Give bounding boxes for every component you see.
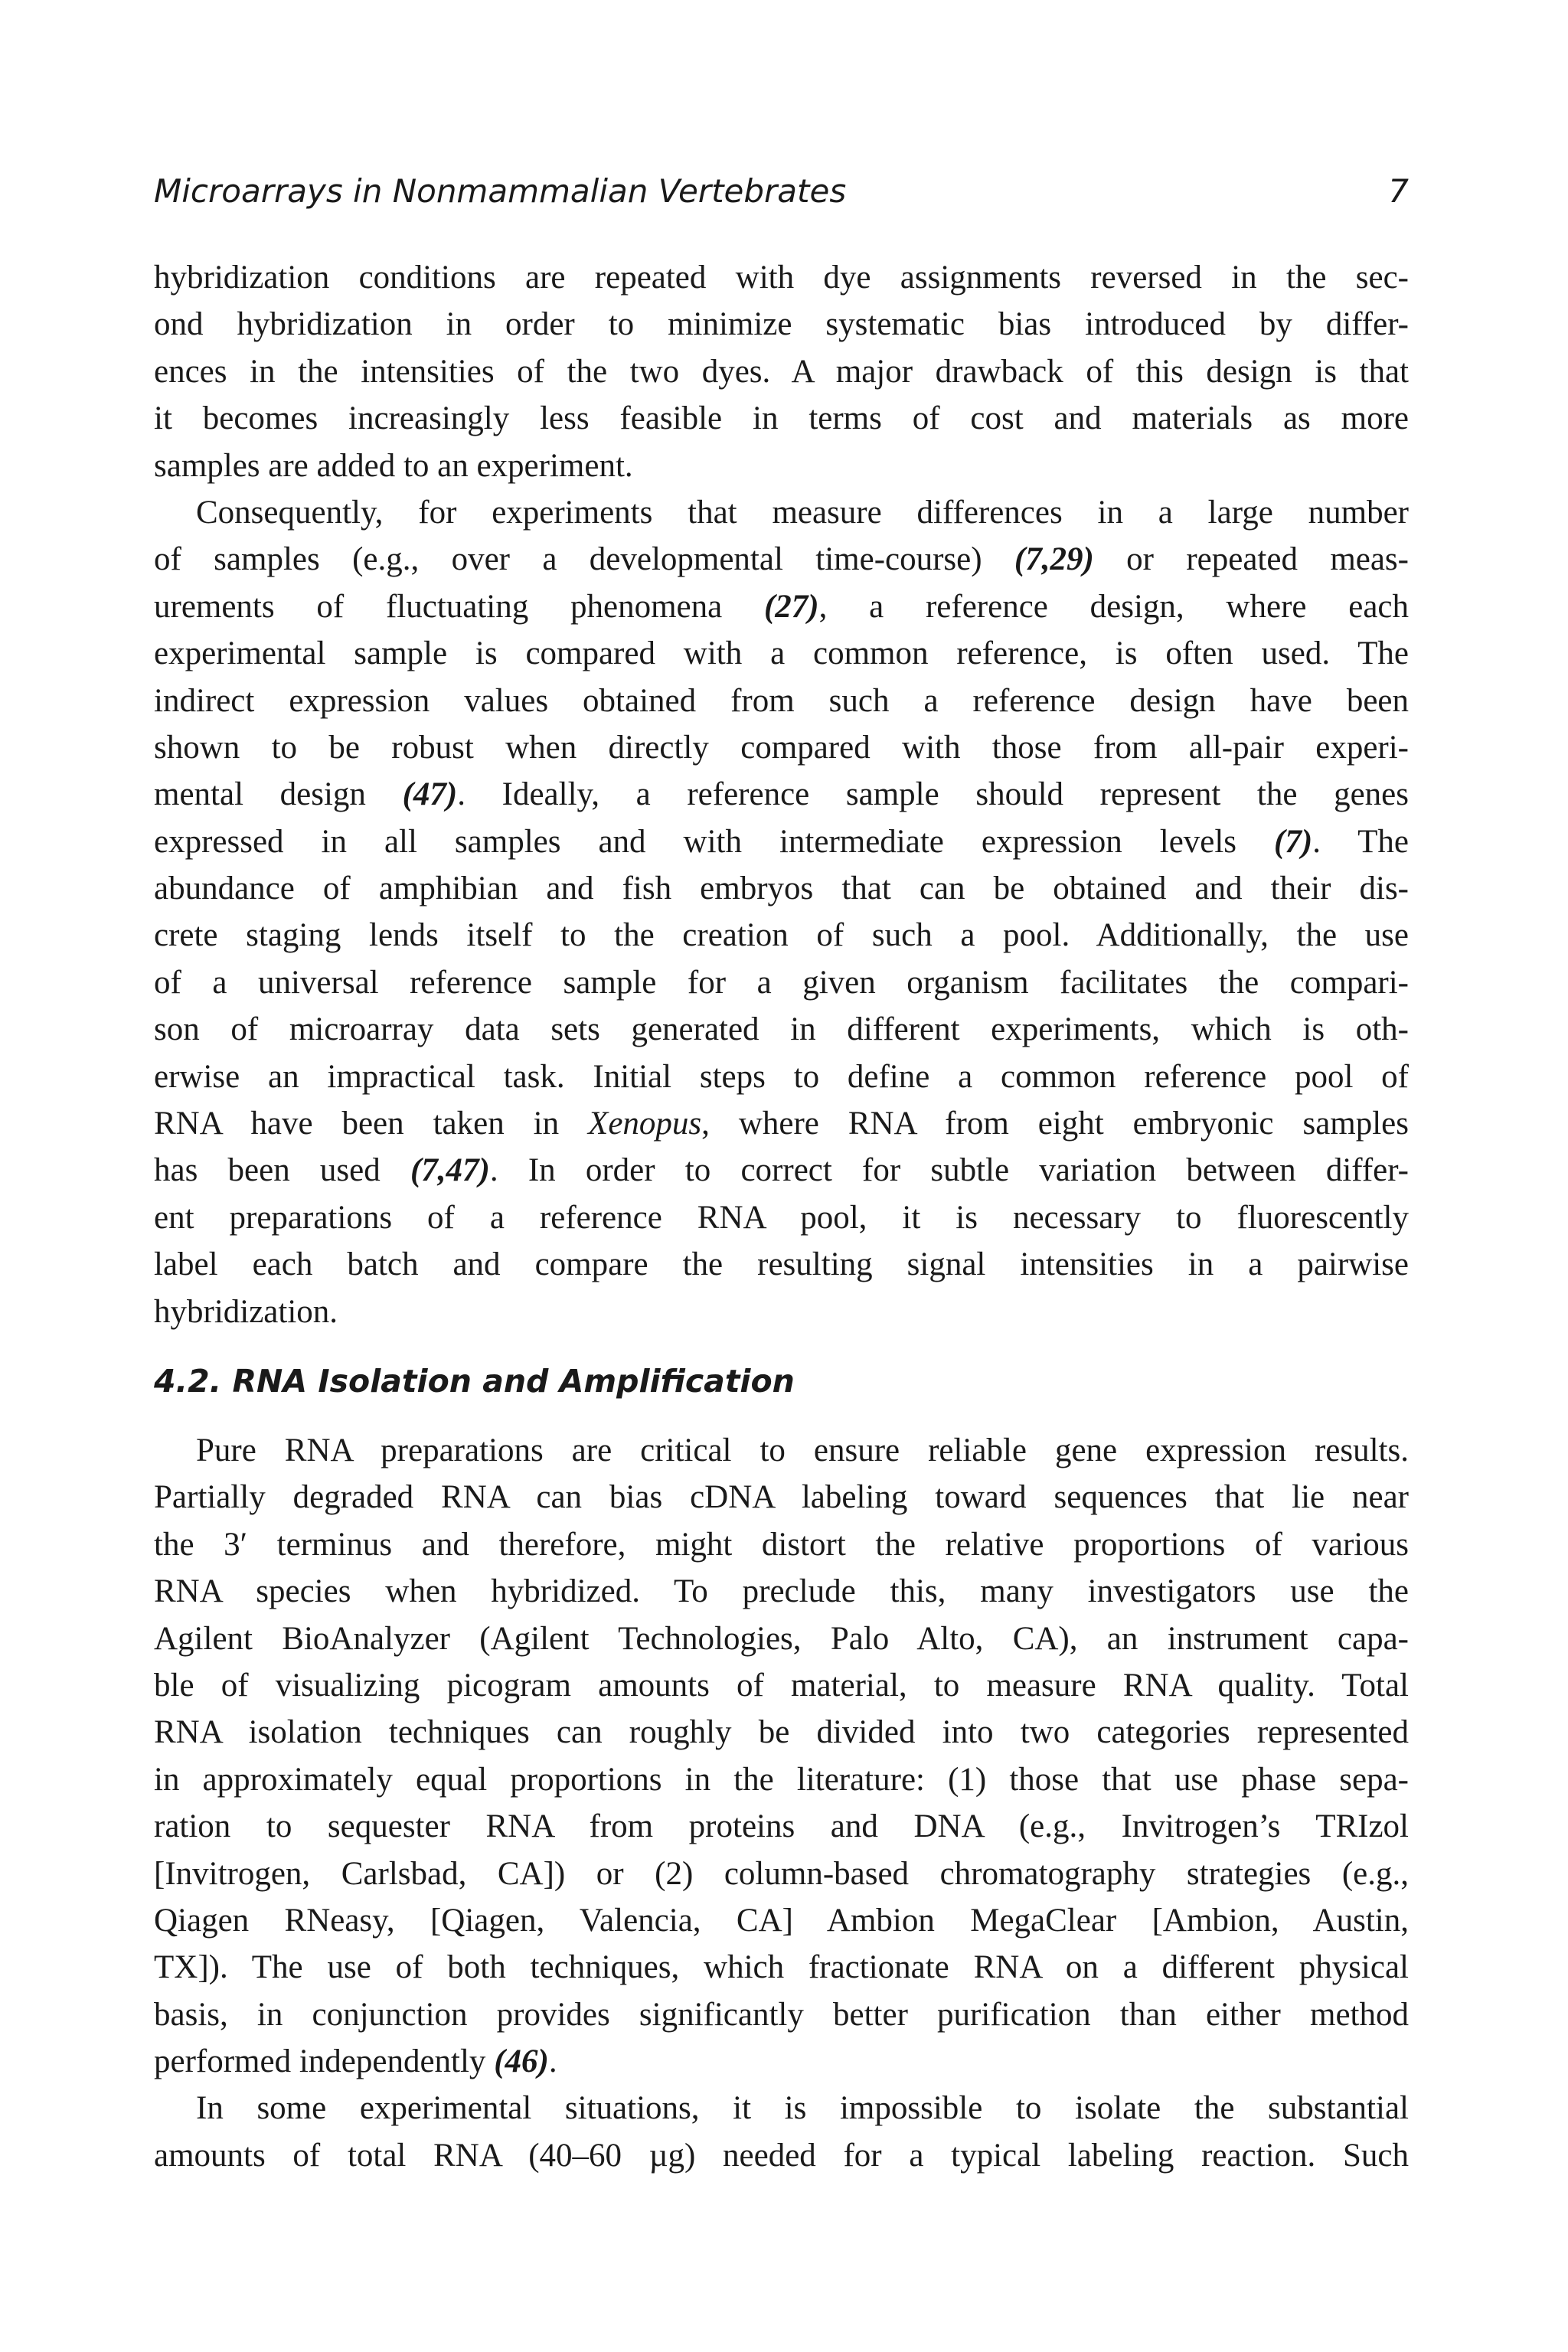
text-line: son of microarray data sets generated in different experiments, which is oth-	[154, 1011, 1409, 1048]
paragraph	[154, 254, 1409, 489]
text-line: hybridization conditions are repeated with dye assignments reversed in the sec-	[154, 260, 1409, 296]
text-line: in approximately equal proportions in the literature: (1) those that use phase sepa-	[154, 1761, 1409, 1798]
text-line: samples are added to an experiment.	[154, 447, 633, 484]
citation: (7,29)	[1014, 541, 1094, 578]
text-line: Pure RNA preparations are critical to ensure reliable gene expression results.	[196, 1432, 1409, 1468]
text-line: shown to be robust when directly compared with those from all-pair experi-	[154, 729, 1409, 766]
text-line: hybridization.	[154, 1293, 338, 1330]
text-line: ble of visualizing picogram amounts of material, to measure RNA quality. Total	[154, 1667, 1409, 1704]
section-heading: 4.2. RNA Isolation and Amplification	[154, 1363, 795, 1400]
citation: (47)	[402, 776, 458, 813]
page-number: 7	[1388, 172, 1409, 210]
text-line: ration to sequester RNA from proteins and DNA (e.g., Invitrogen’s TRIzol	[154, 1808, 1409, 1845]
text-line: [Invitrogen, Carlsbad, CA]) or (2) column-based chromatography strategies (e.g.,	[154, 1855, 1409, 1892]
text-line: RNA species when hybridized. To preclude this, many investigators use the	[154, 1573, 1409, 1610]
text-line: crete staging lends itself to the creation of such a pool. Additionally, the use	[154, 917, 1409, 954]
text-line: amounts of total RNA (40–60 µg) needed for a typical labeling reaction. Such	[154, 2137, 1409, 2174]
body-text-block-1	[154, 254, 1409, 1335]
text-line: performed independently (46).	[154, 2043, 557, 2080]
text-line: RNA have been taken in Xenopus, where RNA from eight embryonic samples	[154, 1106, 1409, 1142]
running-header-title: Microarrays in Nonmammalian Vertebrates	[154, 172, 847, 210]
text-line: RNA isolation techniques can roughly be divided into two categories represented	[154, 1714, 1409, 1751]
text-line: ond hybridization in order to minimize systematic bias introduced by differ-	[154, 306, 1409, 343]
text-line: of samples (e.g., over a developmental time-course) (7,29) or repeated meas-	[154, 541, 1409, 578]
text-line: Consequently, for experiments that measure differences in a large number	[196, 494, 1409, 531]
text-line: In some experimental situations, it is impossible to isolate the substantial	[196, 2090, 1409, 2127]
text-line: mental design (47). Ideally, a reference sample should represent the genes	[154, 776, 1410, 813]
citation: (46)	[494, 2043, 549, 2080]
text-line: ent preparations of a reference RNA pool, it is necessary to fluorescently	[154, 1199, 1409, 1236]
citation: (27)	[763, 588, 819, 625]
text-line: has been used (7,47). In order to correct for subtle variation between differ-	[154, 1152, 1409, 1189]
paragraph	[154, 489, 1409, 1335]
text-line: ences in the intensities of the two dyes. A major drawback of this design is that	[154, 353, 1409, 390]
citation: (7,47)	[410, 1152, 490, 1189]
text-line: urements of fluctuating phenomena (27), a reference design, where each	[154, 588, 1409, 625]
text-line: Agilent BioAnalyzer (Agilent Technologies, Palo Alto, CA), an instrument capa-	[154, 1620, 1409, 1657]
text-line: the 3′ terminus and therefore, might distort the relative proportions of various	[154, 1526, 1409, 1563]
text-line: TX]). The use of both techniques, which fractionate RNA on a different physical	[154, 1949, 1409, 1986]
text-line: of a universal reference sample for a given organism facilitates the compari-	[154, 964, 1409, 1001]
text-line: it becomes increasingly less feasible in terms of cost and materials as more	[154, 400, 1409, 437]
text-line: basis, in conjunction provides significantly better purification than either method	[154, 1996, 1409, 2033]
text-line: experimental sample is compared with a common reference, is often used. The	[154, 635, 1409, 672]
text-line: Qiagen RNeasy, [Qiagen, Valencia, CA] Ambion MegaClear [Ambion, Austin,	[154, 1902, 1409, 1939]
paragraph	[154, 2085, 1409, 2179]
body-text-block-2	[154, 1427, 1409, 2179]
italic-term: Xenopus	[588, 1106, 702, 1142]
text-line: indirect expression values obtained from such a reference design have been	[154, 682, 1409, 719]
text-line: expressed in all samples and with intermediate expression levels (7). The	[154, 823, 1410, 860]
text-line: abundance of amphibian and fish embryos that can be obtained and their dis-	[154, 871, 1409, 907]
text-line: erwise an impractical task. Initial steps to define a common reference pool of	[154, 1058, 1409, 1095]
paragraph	[154, 1427, 1409, 2085]
text-line: Partially degraded RNA can bias cDNA labeling toward sequences that lie near	[154, 1479, 1409, 1516]
text-line: label each batch and compare the resulting signal intensities in a pairwise	[154, 1246, 1409, 1283]
citation: (7)	[1274, 823, 1313, 860]
running-header	[154, 167, 1409, 216]
